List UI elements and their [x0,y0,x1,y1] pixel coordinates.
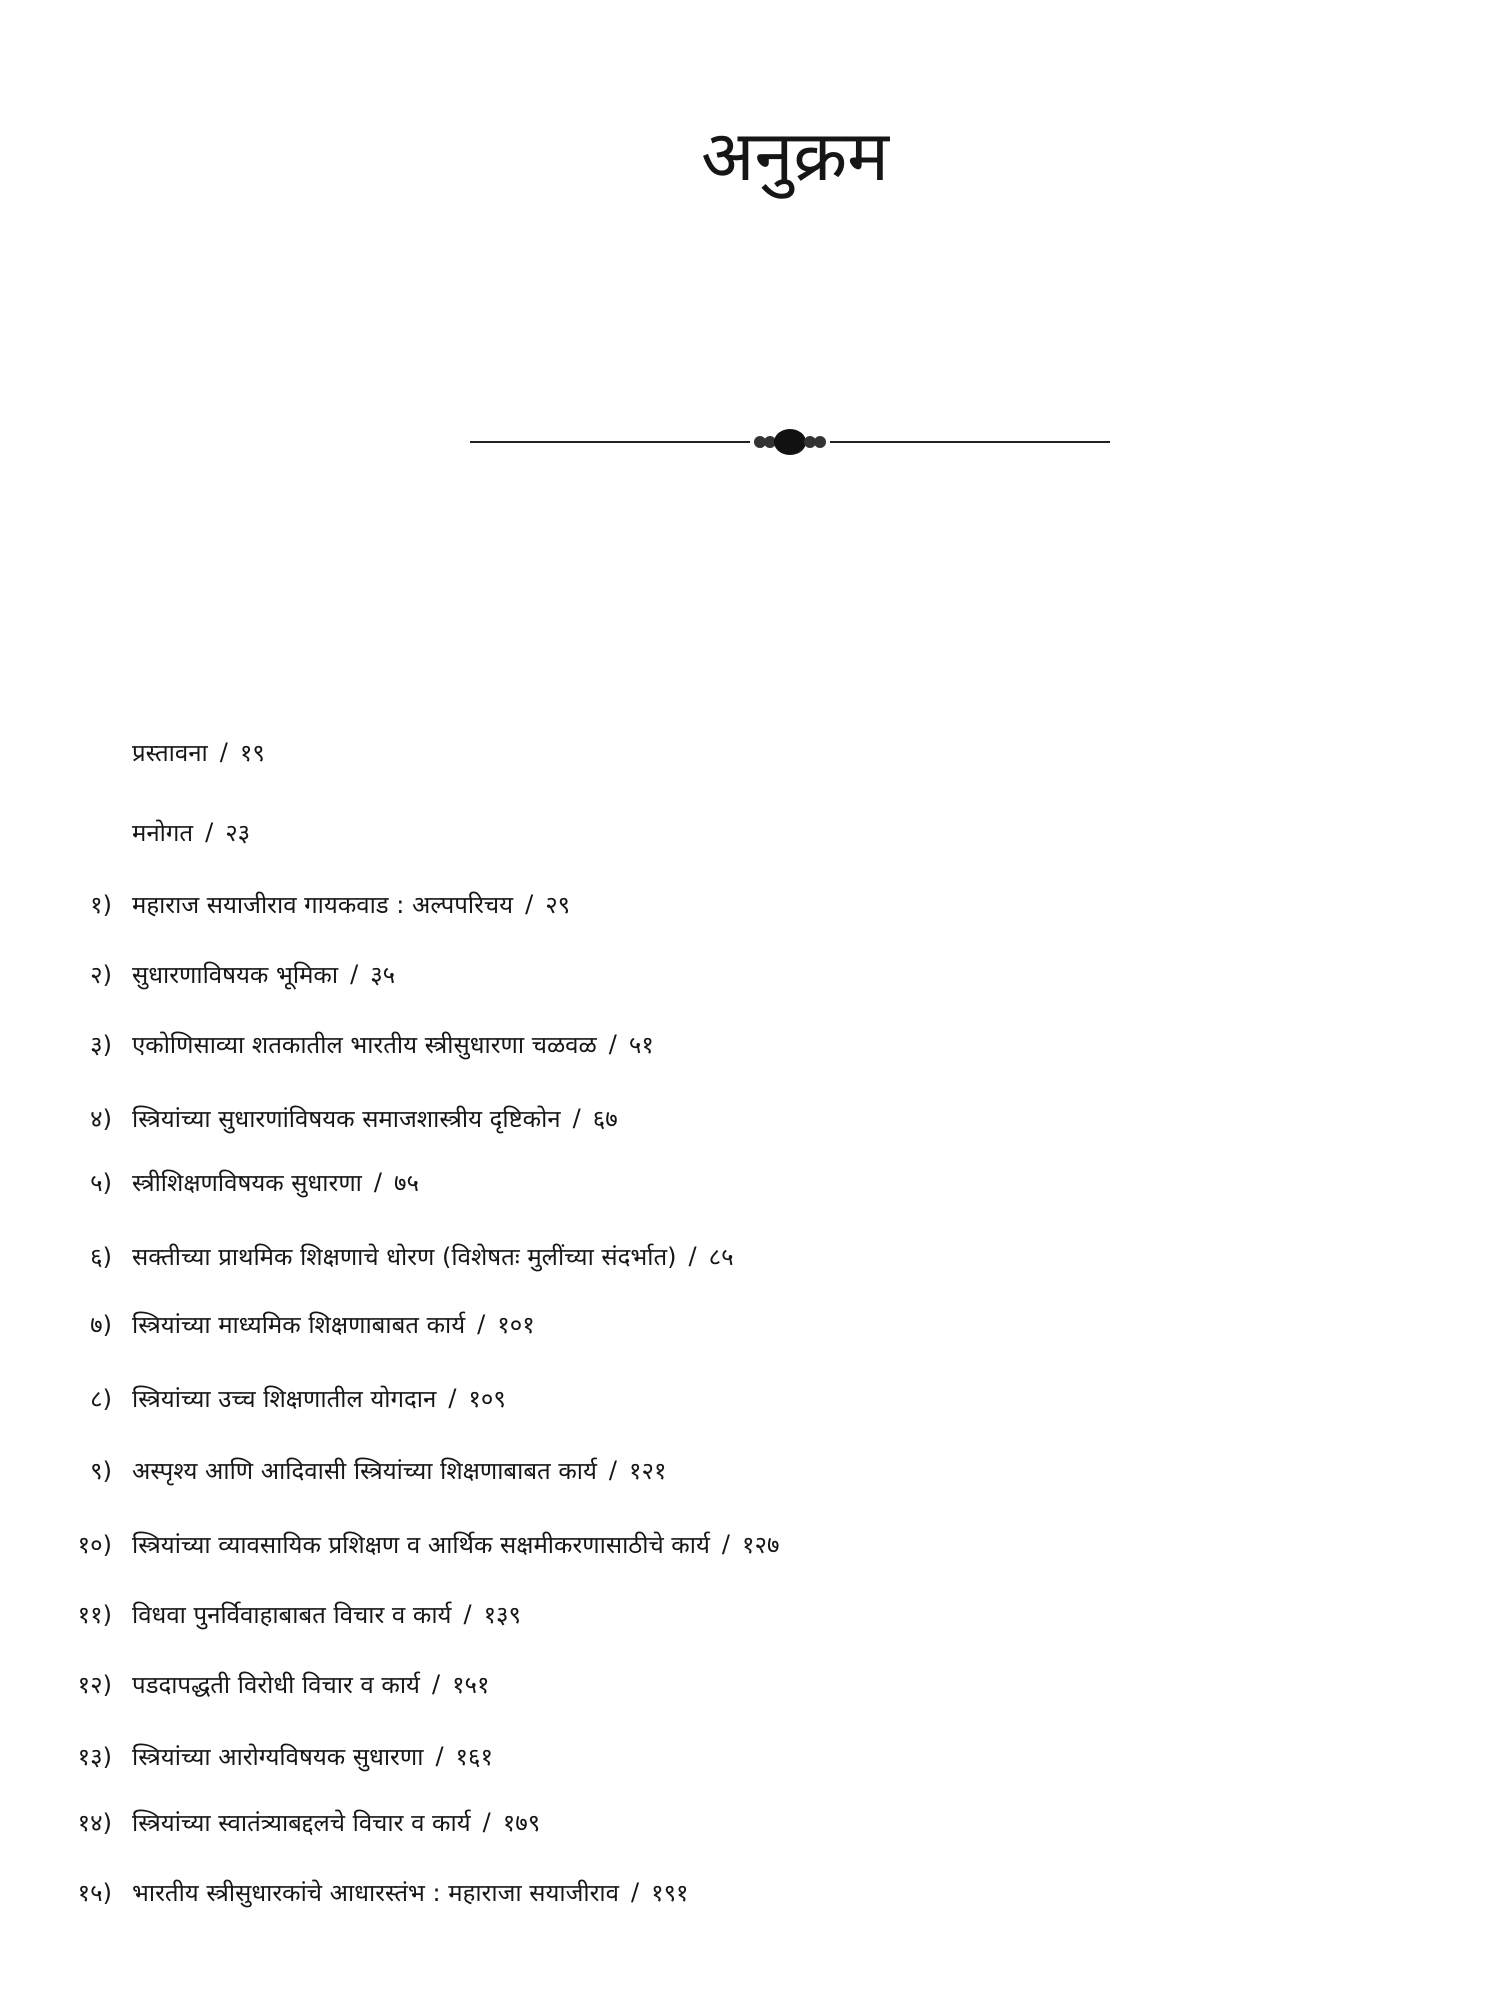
toc-entry-separator: / [631,1878,640,1906]
toc-entry-separator: / [482,1808,491,1836]
toc-entry-separator: / [431,1670,441,1698]
toc-entry-page-number: २३ [225,818,251,847]
toc-entry-page-number: ६७ [592,1104,618,1133]
toc-entry [0,1726,1500,1786]
toc-entry-page-number: १७९ [502,1808,541,1837]
toc-entry-title: विधवा पुनर्विवाहाबाबत विचार व कार्य [132,1600,452,1629]
toc-entry-number: १०) [77,1530,112,1559]
toc-entry-separator: / [477,1310,486,1338]
toc-entry [0,1152,1500,1212]
toc-entry [0,944,1500,1004]
toc-entry-title: स्त्रियांच्या उच्च शिक्षणातील योगदान [132,1384,437,1413]
toc-entry [0,1584,1500,1644]
toc-entry [0,1294,1500,1354]
toc-entry-title: स्त्रीशिक्षणविषयक सुधारणा [132,1168,362,1197]
toc-entry [0,722,1500,782]
toc-entry-title: स्त्रियांच्या आरोग्यविषयक सुधारणा [132,1742,424,1771]
toc-entry [0,1514,1500,1574]
toc-entry-separator: / [525,890,534,918]
toc-entry-separator: / [608,1030,617,1058]
toc-entry-title: प्रस्तावना [132,738,208,767]
toc-entry-title: मनोगत [132,818,194,847]
toc-entry-title: अस्पृश्य आणि आदिवासी स्त्रियांच्या शिक्षणाबाबत कार्य [132,1456,597,1485]
toc-entry-page-number: ५१ [628,1030,654,1059]
toc-entry-title: सक्तीच्या प्राथमिक शिक्षणाचे धोरण (विशेषतः मुलींच्या संदर्भात) [132,1242,677,1271]
toc-entry-page-number: ८५ [708,1242,734,1271]
toc-entry-number: ३) [90,1030,112,1059]
toc-entry [0,874,1500,934]
toc-entry-separator: / [688,1242,697,1270]
toc-entry-separator: / [448,1384,457,1412]
toc-entry-number: १) [90,890,112,919]
toc-entry-page-number: १२१ [629,1456,667,1485]
toc-entry [0,1862,1500,1922]
toc-entry-title: एकोणिसाव्या शतकातील भारतीय स्त्रीसुधारणा चळवळ [132,1030,597,1059]
toc-entry-page-number: १२७ [741,1530,780,1559]
toc-entry-title: स्त्रियांच्या सुधारणांविषयक समाजशास्त्रीय दृष्टिकोन [132,1104,561,1133]
toc-entry [0,1368,1500,1428]
toc-entry-number: ७) [90,1310,112,1339]
toc-entry-separator: / [572,1104,581,1132]
toc-entry-separator: / [721,1530,730,1558]
toc-entry-page-number: १९१ [651,1878,689,1907]
toc-entry-title: स्त्रियांच्या माध्यमिक शिक्षणाबाबत कार्य [132,1310,466,1339]
toc-entry-separator: / [435,1742,444,1770]
toc-entry-number: ५) [90,1168,112,1197]
toc-entry-title: भारतीय स्त्रीसुधारकांचे आधारस्तंभ : महाराजा सयाजीराव [132,1878,619,1907]
toc-entry-separator: / [608,1456,618,1484]
toc-entry-page-number: ७५ [394,1168,419,1197]
toc-entry [0,1014,1500,1074]
toc-entry [0,1226,1500,1286]
toc-entry-number: ८) [90,1384,112,1413]
toc-entry-page-number: १०१ [497,1310,535,1339]
toc-entry-number: १३) [77,1742,112,1771]
toc-entry-separator: / [373,1168,382,1196]
toc-entry-number: ६) [90,1242,112,1271]
toc-entry-page-number: १३९ [483,1600,522,1629]
toc-entry [0,802,1500,862]
toc-entry-separator: / [463,1600,472,1628]
toc-entry-page-number: ३५ [370,960,396,989]
toc-entry-page-number: १५१ [452,1670,490,1699]
toc-entry-number: २) [90,960,112,989]
toc-entry-title: सुधारणाविषयक भूमिका [132,960,339,989]
toc-entry-title: पडदापद्धती विरोधी विचार व कार्य [132,1670,420,1699]
toc-entry-title: स्त्रियांच्या स्वातंत्र्याबद्दलचे विचार व कार्य [132,1808,471,1837]
toc-entry-title: महाराज सयाजीराव गायकवाड : अल्पपरिचय [132,890,514,919]
toc-entry-separator: / [205,818,214,846]
page-title: अनुक्रम [701,115,889,197]
toc-entry-page-number: १०९ [468,1384,506,1413]
toc-entry-separator: / [219,738,228,766]
toc-entry-number: १५) [77,1878,112,1907]
toc-entry-number: ११) [77,1600,112,1629]
toc-entry-title: स्त्रियांच्या व्यावसायिक प्रशिक्षण व आर्थिक सक्षमीकरणासाठीचे कार्य [132,1530,710,1559]
toc-entry [0,1654,1500,1714]
toc-entry-number: १४) [77,1808,112,1837]
toc-entry-number: १२) [77,1670,112,1699]
toc-entry [0,1088,1500,1148]
toc-entry [0,1440,1500,1500]
toc-entry-page-number: २९ [545,890,571,919]
toc-entry-page-number: १९ [239,738,265,767]
toc-entry-number: ९) [90,1456,112,1485]
toc-entry-number: ४) [90,1104,112,1133]
toc-entry-page-number: १६१ [455,1742,493,1771]
toc-entry-separator: / [350,960,359,988]
toc-entry [0,1792,1500,1852]
